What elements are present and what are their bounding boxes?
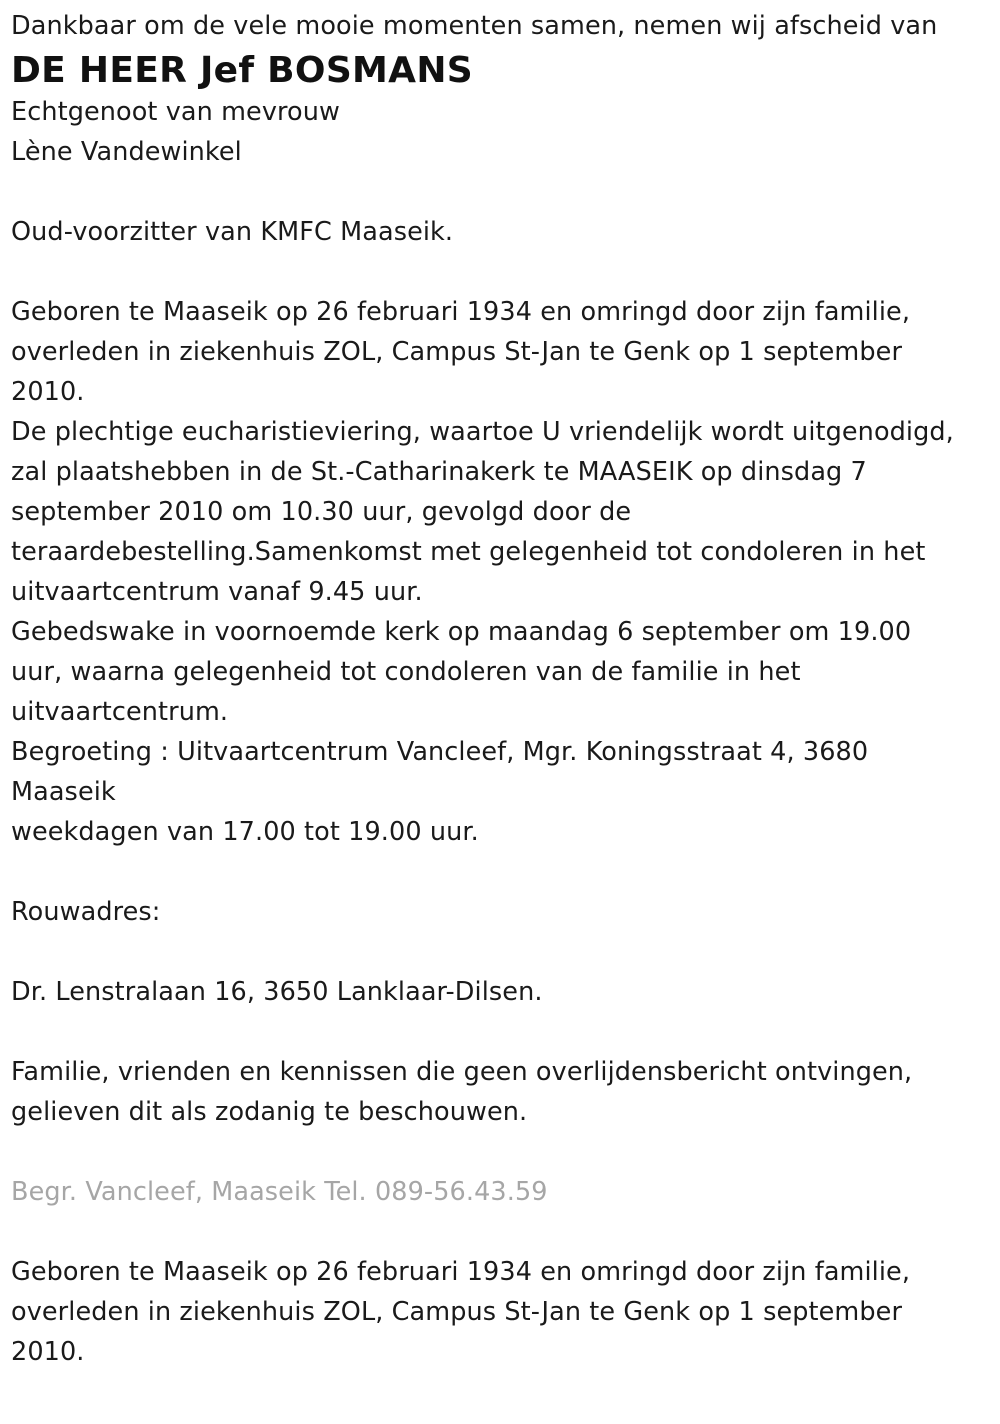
- intro-text: Dankbaar om de vele mooie momenten samen, nemen wij afscheid van: [11, 11, 938, 41]
- spouse-line: Echtgenoot van mevrouw: [11, 97, 340, 127]
- vigil-line: Gebedswake in voornoemde kerk op maandag 6 september om 19.00: [11, 617, 912, 647]
- role-text: Oud-voorzitter van KMFC Maaseik.: [11, 217, 454, 247]
- repeat-line: Geboren te Maaseik op 26 februari 1934 en omringd door zijn familie,: [11, 1257, 911, 1287]
- spacer: [11, 852, 996, 892]
- spouse-line: Lène Vandewinkel: [11, 137, 242, 167]
- repeat-line: 2010.: [11, 1337, 85, 1367]
- deceased-name: DE HEER Jef BOSMANS: [11, 50, 473, 91]
- ceremony-line: september 2010 om 10.30 uur, gevolgd door de: [11, 497, 632, 527]
- obituary-notice: [11, 0, 996, 1372]
- undertaker-contact: Begr. Vancleef, Maaseik Tel. 089-56.43.59: [11, 1177, 548, 1207]
- notice-line: Familie, vrienden en kennissen die geen overlijdensbericht ontvingen,: [11, 1057, 913, 1087]
- notice-line: gelieven dit als zodanig te beschouwen.: [11, 1097, 528, 1127]
- mourning-address: Dr. Lenstralaan 16, 3650 Lanklaar-Dilsen.: [11, 977, 543, 1007]
- ceremony-line: De plechtige eucharistieviering, waartoe U vriendelijk wordt uitgenodigd,: [11, 417, 954, 447]
- greeting-line: Begroeting : Uitvaartcentrum Vancleef, Mgr. Koningsstraat 4, 3680: [11, 737, 869, 767]
- ceremony-line: teraardebestelling.Samenkomst met gelegenheid tot condoleren in het: [11, 537, 926, 567]
- address-label: Rouwadres:: [11, 897, 161, 927]
- repeat-line: overleden in ziekenhuis ZOL, Campus St-Jan te Genk op 1 september: [11, 1297, 903, 1327]
- spacer: [11, 1212, 996, 1252]
- spacer: [11, 1012, 996, 1052]
- vigil-line: uur, waarna gelegenheid tot condoleren van de familie in het: [11, 657, 801, 687]
- ceremony-line: uitvaartcentrum vanaf 9.45 uur.: [11, 577, 423, 607]
- birth-death-line: overleden in ziekenhuis ZOL, Campus St-Jan te Genk op 1 september: [11, 337, 903, 367]
- birth-death-line: Geboren te Maaseik op 26 februari 1934 en omringd door zijn familie,: [11, 297, 911, 327]
- spacer: [11, 932, 996, 972]
- spacer: [11, 172, 996, 212]
- birth-death-line: 2010.: [11, 377, 85, 407]
- spacer: [11, 252, 996, 292]
- greeting-line: weekdagen van 17.00 tot 19.00 uur.: [11, 817, 479, 847]
- vigil-line: uitvaartcentrum.: [11, 697, 229, 727]
- ceremony-line: zal plaatshebben in de St.-Catharinakerk te MAASEIK op dinsdag 7: [11, 457, 867, 487]
- spacer: [11, 1132, 996, 1172]
- greeting-line: Maaseik: [11, 777, 116, 807]
